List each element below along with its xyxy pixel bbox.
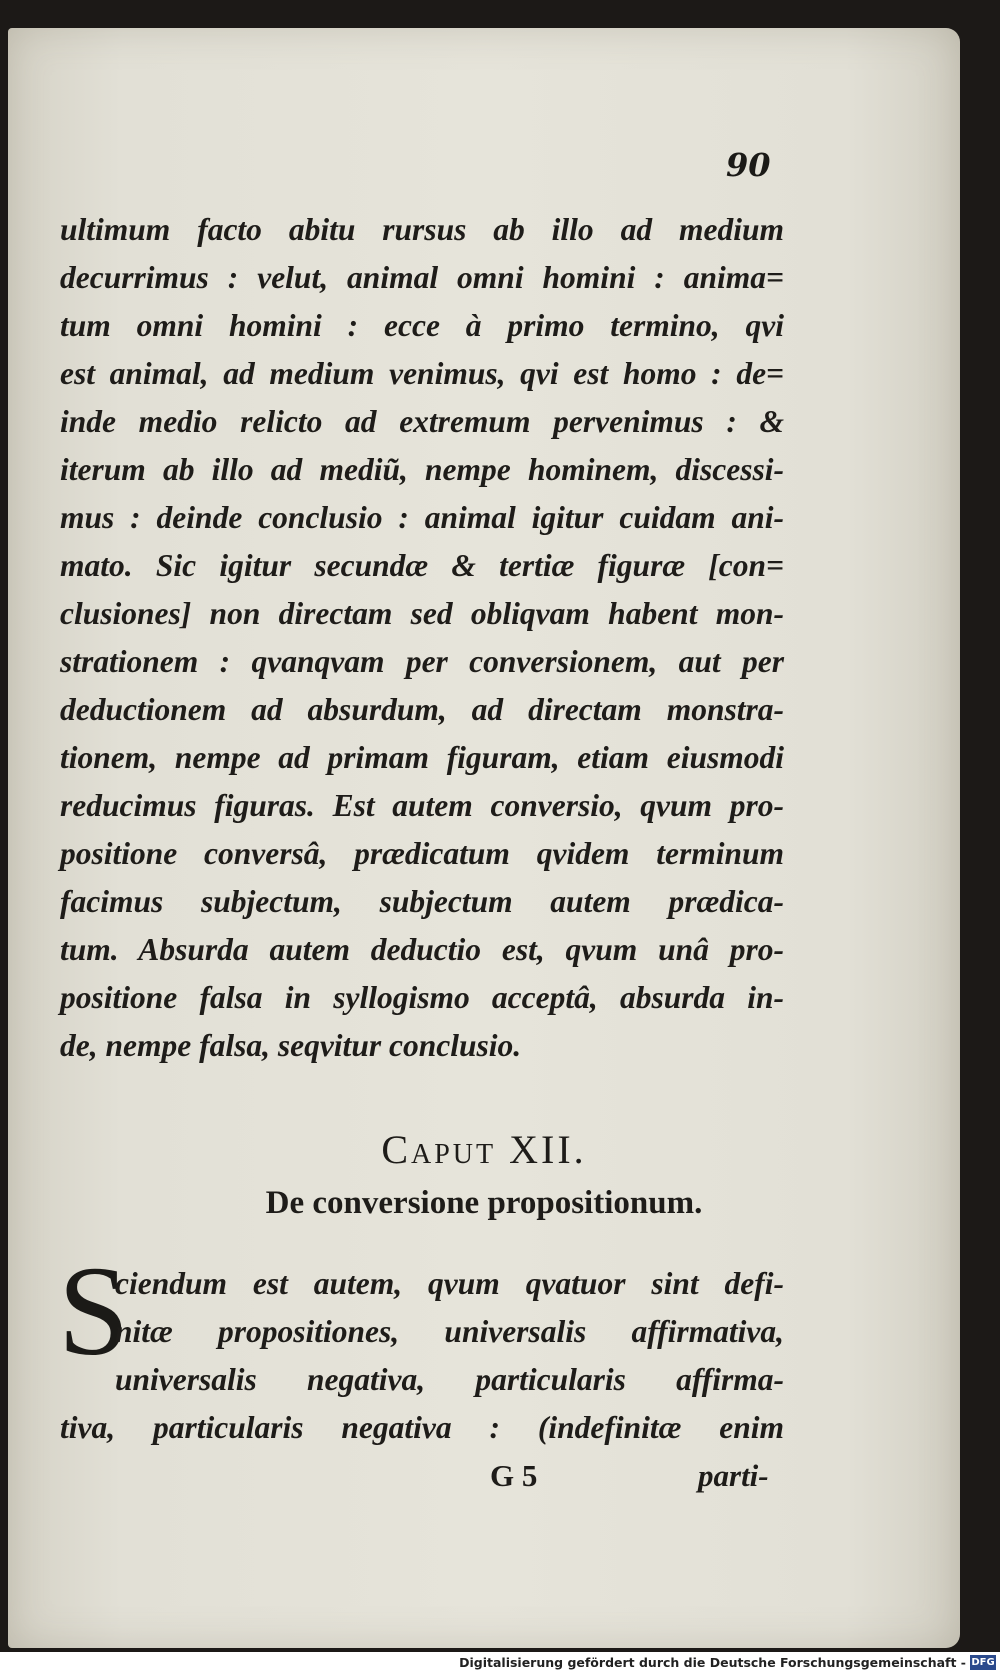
chapter-subtitle: De conversione propositionum. — [265, 1185, 703, 1221]
paragraph-line: tum omni homini : ecce à primo termino, qvi — [60, 308, 784, 343]
paragraph-line: decurrimus : velut, animal omni homini : anima= — [60, 260, 784, 295]
paragraph-line: strationem : qvanqvam per conversionem, aut per — [60, 644, 784, 679]
dfg-logo: DFG — [971, 1657, 995, 1668]
paragraph-line: inde medio relicto ad extremum pervenimus : & — [60, 404, 784, 439]
paragraph-line: positione falsa in syllogismo acceptâ, absurda in- — [60, 980, 784, 1015]
page-number: 90 — [726, 146, 771, 184]
paragraph-line: mus : deinde conclusio : animal igitur cuidam ani- — [60, 500, 784, 535]
paragraph-line: tionem, nempe ad primam figuram, etiam eiusmodi — [60, 740, 784, 775]
paragraph-line: iterum ab illo ad mediũ, nempe hominem, discessi- — [60, 452, 784, 487]
footer-credit: Digitalisierung gefördert durch die Deutsche Forschungsgemeinschaft - — [459, 1655, 966, 1670]
paragraph-line: positione conversâ, prædicatum qvidem terminum — [60, 836, 784, 871]
paragraph-line: ultimum facto abitu rursus ab illo ad medium — [60, 212, 784, 247]
catchword: parti- — [698, 1458, 769, 1493]
chapter-line: tiva, particularis negativa : (indefinitæ enim — [60, 1410, 784, 1445]
paragraph-line: reducimus figuras. Est autem conversio, qvum pro- — [60, 788, 784, 823]
signature-mark: G 5 — [490, 1458, 538, 1493]
paragraph-line: clusiones] non directam sed obliqvam habent mon- — [60, 596, 784, 631]
chapter-line: ciendum est autem, qvum qvatuor sint defi- — [115, 1266, 784, 1301]
paragraph-line: tum. Absurda autem deductio est, qvum unâ pro- — [60, 932, 784, 967]
paragraph — [60, 206, 784, 1070]
drop-cap: S — [58, 1240, 130, 1382]
chapter-title: Caput XII. — [381, 1127, 587, 1172]
paragraph-line: est animal, ad medium venimus, qvi est homo : de= — [60, 356, 784, 391]
chapter-paragraph — [60, 1260, 784, 1452]
paragraph-line: facimus subjectum, subjectum autem prædica- — [60, 884, 784, 919]
book-page — [8, 28, 960, 1648]
paragraph-line: deductionem ad absurdum, ad directam monstra- — [60, 692, 784, 727]
chapter-line: universalis negativa, particularis affirma- — [115, 1362, 784, 1397]
paragraph-line: mato. Sic igitur secundæ & tertiæ figuræ [con= — [60, 548, 784, 583]
chapter-line: nitæ propositiones, universalis affirmativa, — [115, 1314, 784, 1349]
catchword-line — [8, 1458, 960, 1502]
paragraph-line: de, nempe falsa, seqvitur conclusio. — [60, 1028, 522, 1063]
